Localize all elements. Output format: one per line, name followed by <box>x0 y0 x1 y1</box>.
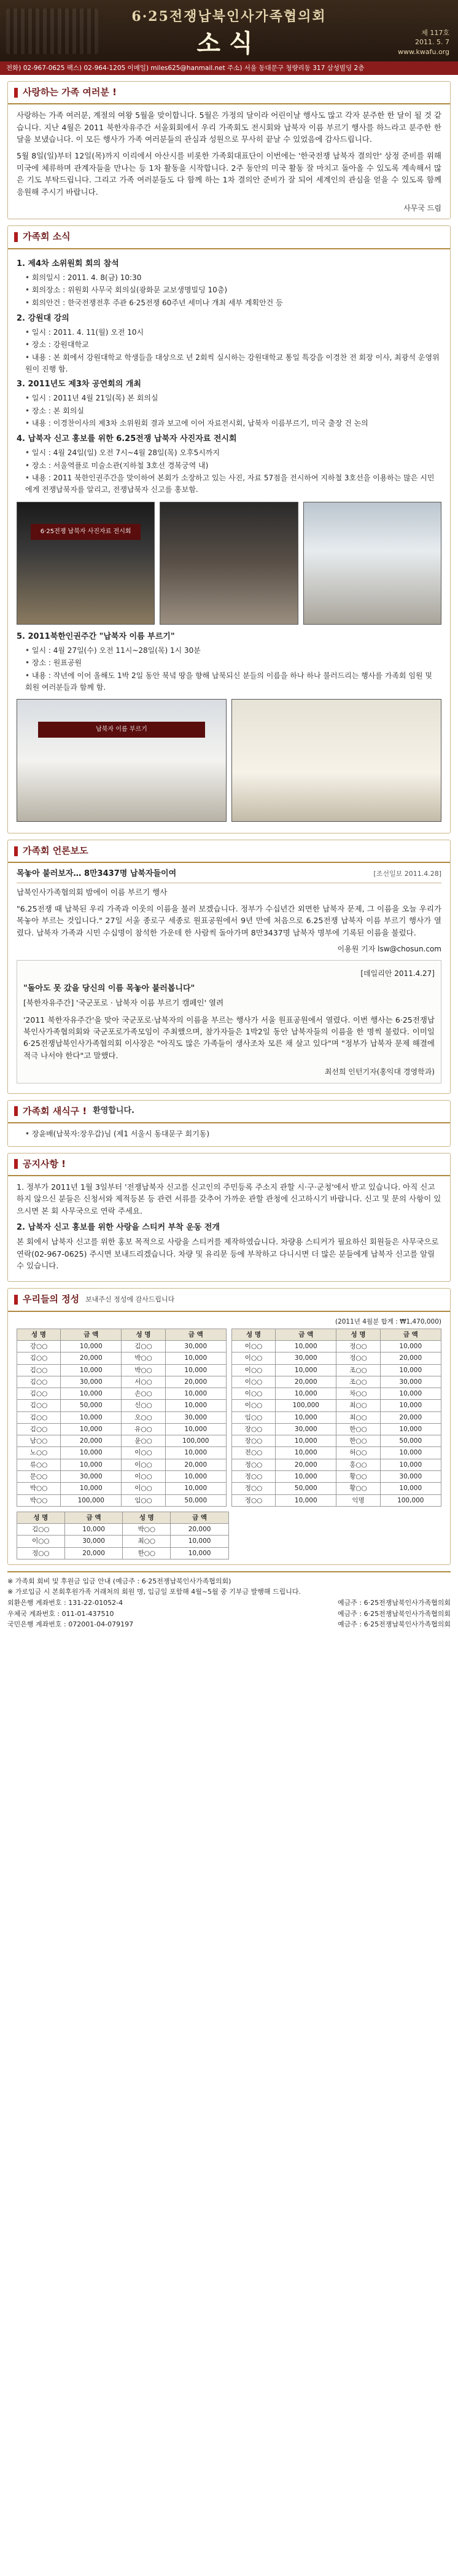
donations-heading: 우리들의 정성 <box>23 1294 80 1305</box>
greeting-paragraph-1: 사랑하는 가족 여러분, 계절의 여왕 5월을 맞이합니다. 5월은 가정의 달이라 어린이날 행사도 많고 각자 분주한 한 달이 될 것 같습니다. 지난 4월은 2011 북한자유주간 서울회회에서 우리 가족회도 전시회와 납북자 이름 부르기 행사를 하느라고 분주한 한 달을 보냈습니다. 이 모든 행사가 가족 여러분들의 관심과 성원으로 무사히 끝날 수 있었음에 감사드립니다. <box>17 111 441 144</box>
contact-bar: 전화) 02-967-0625 팩스) 02-964-1205 이메일) miles625@hanmail.net 주소) 서울 동대문구 청량리동 317 삼성빌딩 2층 <box>0 61 458 75</box>
activity-item-4-list <box>17 447 441 495</box>
table-row <box>232 1494 441 1506</box>
donations-header <box>8 1289 450 1311</box>
account-holder: 예금주 : 6·25전쟁납북인사가족협의회 <box>338 1599 451 1607</box>
article-1-source: [조선일보 2011.4.28] <box>373 870 441 878</box>
table-cell: 강○○ <box>17 1341 61 1352</box>
table-row <box>232 1470 441 1482</box>
list-item: • 회의장소 : 위원회 사무국 회의실(광화문 교보생명빌딩 10층) <box>25 284 441 296</box>
table-cell: 20,000 <box>380 1411 441 1423</box>
table-cell: 남○○ <box>17 1435 61 1447</box>
activity-item-2-list <box>17 327 441 375</box>
table-cell: 20,000 <box>165 1459 226 1470</box>
welcome-heading: 가족회 새식구 ! <box>23 1105 87 1117</box>
press-heading: 가족회 언론보도 <box>23 845 88 857</box>
table-row <box>232 1376 441 1388</box>
table-cell: 10,000 <box>171 1536 229 1547</box>
section-marker-icon <box>14 232 18 242</box>
table-cell: 10,000 <box>61 1483 122 1494</box>
donations-table-right <box>231 1329 441 1507</box>
article-2-source: [데일리안 2011.4.27] <box>360 969 435 978</box>
activity-section <box>7 225 451 833</box>
table-cell: 이○○ <box>122 1459 165 1470</box>
table-cell: 이○○ <box>122 1447 165 1459</box>
table-cell: 30,000 <box>61 1470 122 1482</box>
exhibition-photo-2 <box>160 502 298 625</box>
table-cell: 서○○ <box>122 1376 165 1388</box>
table-cell: 30,000 <box>165 1411 226 1423</box>
table-row <box>17 1435 227 1447</box>
activity-item-2-title: 2. 강원대 강의 <box>17 313 69 323</box>
table-cell: 김○○ <box>17 1388 61 1400</box>
press-header <box>8 840 450 863</box>
table-cell: 10,000 <box>380 1483 441 1494</box>
table-cell: 장○○ <box>232 1435 276 1447</box>
column-header: 성 명 <box>17 1329 61 1340</box>
article-2-byline: 최선희 인턴기자(홍익대 경영학과) <box>324 1067 435 1077</box>
table-cell: 한○○ <box>336 1435 380 1447</box>
exhibition-photo-3 <box>303 502 441 625</box>
table-cell: 홍○○ <box>336 1459 380 1470</box>
table-cell: 10,000 <box>276 1470 336 1482</box>
list-item: • 장윤배(납북자:장우갑)님 (제1 서울시 동대문구 회기동) <box>25 1128 441 1140</box>
table-cell: 20,000 <box>276 1376 336 1388</box>
article-1-lead: 납북인사가족협의회 밤에이 이름 부르기 행사 <box>17 887 168 897</box>
receipt-note: ※ 가로입금 시 본회후원가족 거래처의 회원 명, 입금일 포함해 4월~5월 중 기부금 발행해 드립니다. <box>7 1588 301 1596</box>
table-cell: 10,000 <box>165 1470 226 1482</box>
exhibition-photos <box>17 502 441 625</box>
list-item: • 회의안건 : 한국전쟁전후 주관 6·25전쟁 60주년 세미나 개최 세부 계획안건 등 <box>25 297 441 309</box>
list-item: • 회의일시 : 2011. 4. 8(금) 10:30 <box>25 272 441 284</box>
list-item: • 일시 : 4월 24일(일) 오전 7시~4월 28일(목) 오후5시까지 <box>25 447 441 459</box>
section-marker-icon <box>14 1106 18 1116</box>
table-row <box>17 1524 229 1536</box>
donations-section <box>7 1288 451 1565</box>
activity-item-5-title: 5. 2011북한인권주간 "납북자 이름 부르기" <box>17 631 175 641</box>
bank-title: ※ 가족회 회비 및 후원금 입금 안내 (예금주 : 6·25전쟁납북인사가족협의회) <box>7 1577 231 1585</box>
table-cell: 익명 <box>336 1494 380 1506</box>
welcome-header <box>8 1101 450 1123</box>
notice-item-2-body: 본 회에서 납북자 신고를 위한 홍보 목적으로 사랑을 스티커를 제작하였습니다. 차량용 스티커가 필요하신 회원들은 사무국으로 연락(02-967-0625) 주시면 보내드리겠습니다. 차량 및 유리문 등에 부착하고 다니시면 더 많은 분들에게 납북자 신고를 알릴 수 있습니다. <box>17 1237 439 1270</box>
article-1-header <box>17 868 441 883</box>
article-2-lead: [북한자유주간] '국군포로 · 납북자 이름 부르기 캠페인' 열려 <box>23 998 224 1008</box>
activity-item-3-title: 3. 2011년도 제3차 공연회의 개최 <box>17 380 141 389</box>
name-calling-photos <box>17 699 441 822</box>
table-cell: 전○○ <box>232 1447 276 1459</box>
table-cell: 10,000 <box>380 1447 441 1459</box>
table-cell: 10,000 <box>380 1341 441 1352</box>
table-cell: 정○○ <box>232 1459 276 1470</box>
table-row <box>232 1388 441 1400</box>
table-header-row <box>17 1329 227 1340</box>
table-cell: 20,000 <box>380 1352 441 1364</box>
table-cell: 10,000 <box>61 1341 122 1352</box>
donations-total: (2011년 4월분 합계 : ₩1,470,000) <box>335 1317 441 1325</box>
section-marker-icon <box>14 88 18 98</box>
table-cell: 오○○ <box>122 1411 165 1423</box>
activity-item-1-title: 1. 제4차 소위원회 회의 참석 <box>17 259 119 268</box>
table-cell: 허○○ <box>336 1447 380 1459</box>
table-cell: 30,000 <box>276 1352 336 1364</box>
greeting-heading: 사랑하는 가족 여러분 ! <box>23 87 117 98</box>
table-cell: 20,000 <box>61 1435 122 1447</box>
org-name: 6·25전쟁납북인사가족협의회 <box>131 9 327 25</box>
welcome-subheading: 환영합니다. <box>93 1106 134 1116</box>
issue-number: 제 117호 <box>421 29 449 37</box>
list-item: • 장소 : 원표공원 <box>25 657 441 669</box>
table-row <box>17 1459 227 1470</box>
greeting-header <box>8 82 450 104</box>
issue-meta <box>398 28 449 57</box>
photo-banner: 6·25전쟁 납북자 사진자료 전시회 <box>31 524 141 540</box>
table-cell: 10,000 <box>165 1423 226 1435</box>
table-cell: 박○○ <box>122 1364 165 1376</box>
account-row <box>7 1609 451 1620</box>
table-cell: 김○○ <box>17 1524 65 1536</box>
table-cell: 10,000 <box>61 1423 122 1435</box>
table-cell: 30,000 <box>380 1470 441 1482</box>
table-row <box>232 1483 441 1494</box>
table-row <box>17 1483 227 1494</box>
table-cell: 노○○ <box>17 1447 61 1459</box>
column-header: 성 명 <box>122 1329 165 1340</box>
table-cell: 최○○ <box>336 1411 380 1423</box>
article-1-title: 목놓아 불러보자… 8만3437명 납북자들이여 <box>17 869 177 879</box>
table-cell: 30,000 <box>64 1536 123 1547</box>
table-cell: 30,000 <box>276 1423 336 1435</box>
activity-heading: 가족회 소식 <box>23 231 71 243</box>
table-cell: 10,000 <box>165 1364 226 1376</box>
column-header: 금 액 <box>276 1329 336 1340</box>
table-cell: 정○○ <box>336 1341 380 1352</box>
table-cell: 문○○ <box>17 1470 61 1482</box>
name-calling-photo-1 <box>17 699 227 822</box>
table-header-row <box>232 1329 441 1340</box>
donations-table-extra <box>17 1512 229 1559</box>
list-item: • 내용 : 이경찬이사의 제3차 소위원회 결과 보고에 이어 자료전시회, 납북자 이름부르기, 미국 출장 건 논의 <box>25 418 441 429</box>
column-header: 성 명 <box>336 1329 380 1340</box>
column-header: 금 액 <box>61 1329 122 1340</box>
newsletter-title: 소식 <box>196 29 262 58</box>
table-row <box>17 1341 227 1352</box>
table-cell: 30,000 <box>380 1376 441 1388</box>
activity-item-3-list <box>17 392 441 429</box>
section-marker-icon <box>14 1159 18 1169</box>
table-row <box>232 1411 441 1423</box>
donations-tables <box>17 1329 441 1507</box>
table-row <box>232 1352 441 1364</box>
section-marker-icon <box>14 1295 18 1305</box>
table-cell: 10,000 <box>276 1388 336 1400</box>
table-cell: 장○○ <box>232 1423 276 1435</box>
table-cell: 100,000 <box>276 1400 336 1411</box>
table-cell: 박○○ <box>123 1524 171 1536</box>
table-cell: 50,000 <box>380 1435 441 1447</box>
table-cell: 10,000 <box>165 1388 226 1400</box>
table-cell: 이○○ <box>17 1536 65 1547</box>
table-row <box>17 1494 227 1506</box>
notice-heading: 공지사항 ! <box>23 1158 66 1169</box>
table-cell: 10,000 <box>61 1364 122 1376</box>
list-item: • 일시 : 2011년 4월 21일(목) 본 회의실 <box>25 392 441 404</box>
table-row <box>232 1447 441 1459</box>
table-cell: 10,000 <box>61 1411 122 1423</box>
list-item: • 장소 : 강원대학교 <box>25 339 441 351</box>
table-cell: 20,000 <box>165 1376 226 1388</box>
table-cell: 10,000 <box>380 1400 441 1411</box>
table-cell: 10,000 <box>276 1364 336 1376</box>
table-cell: 임○○ <box>232 1411 276 1423</box>
table-cell: 10,000 <box>380 1423 441 1435</box>
account-number: 우체국 계좌번호 : 011-01-437510 <box>7 1609 114 1618</box>
table-cell: 30,000 <box>165 1341 226 1352</box>
column-header: 성 명 <box>232 1329 276 1340</box>
donations-subheading: 보내주신 정성에 감사드립니다 <box>85 1295 175 1304</box>
article-1-byline: 이용원 기자 lsw@chosun.com <box>337 945 441 953</box>
list-item: • 일시 : 4월 27일(수) 오전 11시~28일(목) 1시 30분 <box>25 645 441 657</box>
account-number: 외환은행 계좌번호 : 131-22-01052-4 <box>7 1599 123 1607</box>
table-cell: 김○○ <box>122 1341 165 1352</box>
table-cell: 10,000 <box>171 1547 229 1559</box>
table-row <box>17 1447 227 1459</box>
donations-table-left <box>17 1329 227 1507</box>
column-header: 금 액 <box>64 1512 123 1523</box>
greeting-paragraph-2: 5월 8일(일)부터 12일(목)까지 이리에서 아산시를 비롯한 가족회대표단이 이번에는 '한국전쟁 납북자 결의안' 상정 준비를 위해 미국에 체류하며 관계자들을 만나는 등 1차 활동을 시작합니다. 2주 동안의 미국 활동 잘 마치고 돌아올 수 있도록 계속해서 많은 기도 부탁드립니다. 그리고 가족 여러분들도 다 함께 하는 1차 결의안 준비가 잘 되어 세계인의 관심을 얻을 수 있도록 함께 응원해 주시기 바랍니다. <box>17 151 441 197</box>
table-cell: 10,000 <box>276 1435 336 1447</box>
table-cell: 10,000 <box>380 1459 441 1470</box>
table-cell: 최○○ <box>336 1400 380 1411</box>
table-row <box>17 1388 227 1400</box>
press-section <box>7 840 451 1094</box>
table-cell: 10,000 <box>61 1447 122 1459</box>
exhibition-photo-1 <box>17 502 155 625</box>
table-row <box>17 1376 227 1388</box>
table-row <box>232 1400 441 1411</box>
table-cell: 10,000 <box>61 1459 122 1470</box>
notice-header <box>8 1153 450 1176</box>
table-row <box>232 1459 441 1470</box>
notice-section <box>7 1153 451 1282</box>
website-link[interactable]: www.kwafu.org <box>398 47 449 56</box>
table-cell: 20,000 <box>171 1524 229 1536</box>
notice-item-1: 1. 정부가 2011년 1월 3일부터 '전쟁납북자 신고를 신고인의 주민등록 주소지 관할 시·구·군청'에서 받고 있습니다. 아직 신고하지 않으신 분들은 신청서와 제적등본 등 관련 서류를 갖추어 가까운 관할 관청에 신고하시기 바랍니다. 신고 및 문의 사항이 있으시면 본 회 사무국으로 연락 주세요. <box>17 1182 441 1216</box>
table-row <box>17 1547 229 1559</box>
article-1-body: "6.25전쟁 때 납북된 우리 가족과 이웃의 이름을 불러 보겠습니다. 정부가 수십년간 외면한 납북자 문제, 그 이름을 오늘 우리가 목놓아 부르는 것입니다." 27일 서울 종로구 세종로 원표공원에서 9년 만에 처음으로 6.25전쟁 납북자 이름 부르기 행사가 열렸다. 납북자 가족과 시민 수십명이 참석한 가운데 한 사람씩 돌아가며 8만3437명 납북자 명부에 기록된 이름을 불렀다. <box>17 904 441 937</box>
greeting-section <box>7 81 451 219</box>
table-cell: 황○○ <box>336 1483 380 1494</box>
table-cell: 10,000 <box>64 1524 123 1536</box>
table-cell: 20,000 <box>64 1547 123 1559</box>
list-item: • 내용 : 본 회에서 강원대학교 학생들을 대상으로 년 2회씩 실시하는 강원대학교 통일 특강을 이경찬 전 회장 이사, 최광석 운영위원이 진행 함. <box>25 352 441 375</box>
table-row <box>232 1341 441 1352</box>
table-cell: 김○○ <box>17 1400 61 1411</box>
article-2-body: '2011 북한자유주간'을 맞아 국군포로·납북자의 이름을 부르는 행사가 서울 원표공원에서 열렸다. 이번 행사는 6·25전쟁납북인사가족협의회와 국군포로가족모임이 주최했으며, 참가자들은 1박2일 동안 납북자들의 이름을 한 명씩 불렀다. 이미일 6·25전쟁납북인사가족협의회 이사장은 "아직도 많은 가족들이 생사조차 모른 채 살고 있다"며 "정부가 납북자 문제 해결에 적극 나서야 한다"고 말했다. <box>23 1015 435 1060</box>
name-calling-photo-2 <box>231 699 441 822</box>
list-item: • 장소 : 서울역플로 미술소관(지하철 3호선 경복궁역 내) <box>25 460 441 472</box>
table-cell: 윤○○ <box>122 1435 165 1447</box>
table-cell: 최○○ <box>123 1536 171 1547</box>
table-row <box>17 1400 227 1411</box>
activity-item-1-list <box>17 272 441 309</box>
table-cell: 박○○ <box>17 1483 61 1494</box>
table-row <box>17 1352 227 1364</box>
table-cell: 조○○ <box>336 1364 380 1376</box>
table-cell: 신○○ <box>122 1400 165 1411</box>
column-header: 금 액 <box>380 1329 441 1340</box>
table-cell: 한○○ <box>123 1547 171 1559</box>
table-row <box>17 1411 227 1423</box>
article-2-title: "돌아도 못 갔을 당신의 이름 목놓아 불러봅니다" <box>23 984 195 994</box>
table-row <box>17 1364 227 1376</box>
welcome-section <box>7 1100 451 1147</box>
table-cell: 김○○ <box>17 1423 61 1435</box>
table-cell: 이○○ <box>122 1483 165 1494</box>
welcome-list <box>17 1128 441 1140</box>
table-cell: 10,000 <box>165 1400 226 1411</box>
table-cell: 황○○ <box>336 1470 380 1482</box>
account-holder: 예금주 : 6·25전쟁납북인사가족협의회 <box>338 1620 451 1629</box>
account-row <box>7 1598 451 1609</box>
table-header-row <box>17 1512 229 1523</box>
table-cell: 조○○ <box>336 1376 380 1388</box>
column-header: 금 액 <box>171 1512 229 1523</box>
table-cell: 김○○ <box>17 1376 61 1388</box>
photo-banner: 납북자 이름 부르기 <box>38 722 205 738</box>
table-cell: 100,000 <box>165 1435 226 1447</box>
table-cell: 손○○ <box>122 1388 165 1400</box>
table-row <box>17 1470 227 1482</box>
table-row <box>232 1364 441 1376</box>
table-cell: 김○○ <box>17 1364 61 1376</box>
table-cell: 이○○ <box>232 1388 276 1400</box>
table-cell: 정○○ <box>17 1547 65 1559</box>
table-cell: 이○○ <box>232 1341 276 1352</box>
table-cell: 100,000 <box>380 1494 441 1506</box>
column-header: 성 명 <box>123 1512 171 1523</box>
masthead <box>0 0 458 61</box>
footer <box>7 1571 451 1630</box>
issue-date: 2011. 5. 7 <box>415 38 449 47</box>
table-cell: 정○○ <box>232 1470 276 1482</box>
activity-item-4-title: 4. 납북자 신고 홍보를 위한 6.25전쟁 납북자 사진자료 전시회 <box>17 434 237 444</box>
table-cell: 20,000 <box>61 1352 122 1364</box>
account-row <box>7 1619 451 1630</box>
table-cell: 30,000 <box>61 1376 122 1388</box>
list-item: • 일시 : 2011. 4. 11(월) 오전 10시 <box>25 327 441 338</box>
table-cell: 정○○ <box>232 1483 276 1494</box>
table-cell: 이○○ <box>232 1364 276 1376</box>
list-item: • 장소 : 본 회의실 <box>25 405 441 417</box>
table-cell: 정○○ <box>232 1494 276 1506</box>
table-cell: 100,000 <box>61 1494 122 1506</box>
table-row <box>17 1423 227 1435</box>
table-cell: 10,000 <box>380 1364 441 1376</box>
table-cell: 10,000 <box>165 1483 226 1494</box>
table-cell: 10,000 <box>276 1447 336 1459</box>
table-cell: 10,000 <box>276 1341 336 1352</box>
table-cell: 류○○ <box>17 1459 61 1470</box>
table-cell: 정○○ <box>336 1352 380 1364</box>
table-cell: 이○○ <box>232 1376 276 1388</box>
table-row <box>232 1435 441 1447</box>
column-header: 금 액 <box>165 1329 226 1340</box>
table-cell: 50,000 <box>276 1483 336 1494</box>
activity-item-5-list <box>17 645 441 693</box>
table-cell: 이○○ <box>232 1352 276 1364</box>
table-cell: 20,000 <box>276 1459 336 1470</box>
table-cell: 박○○ <box>17 1494 61 1506</box>
table-cell: 10,000 <box>165 1447 226 1459</box>
column-header: 성 명 <box>17 1512 65 1523</box>
account-holder: 예금주 : 6·25전쟁납북인사가족협의회 <box>338 1609 451 1618</box>
table-cell: 유○○ <box>122 1423 165 1435</box>
table-cell: 10,000 <box>165 1352 226 1364</box>
table-cell: 10,000 <box>276 1411 336 1423</box>
table-cell: 김○○ <box>17 1411 61 1423</box>
account-number: 국민은행 계좌번호 : 072001-04-079197 <box>7 1620 134 1629</box>
table-row <box>17 1536 229 1547</box>
greeting-signature: 사무국 드림 <box>403 203 441 213</box>
table-cell: 김○○ <box>17 1352 61 1364</box>
table-cell: 차○○ <box>336 1388 380 1400</box>
table-cell: 50,000 <box>165 1494 226 1506</box>
table-row <box>232 1423 441 1435</box>
list-item: • 내용 : 작년에 이어 올해도 1박 2일 동안 북녘 땅을 향해 납북되신 분들의 이름을 하나 하나 불러드리는 행사를 가족회 임원 및 회원 여러분들과 함께 함. <box>25 670 441 693</box>
table-cell: 한○○ <box>336 1423 380 1435</box>
table-cell: 이○○ <box>232 1400 276 1411</box>
table-cell: 박○○ <box>122 1352 165 1364</box>
table-cell: 10,000 <box>61 1388 122 1400</box>
table-cell: 10,000 <box>276 1494 336 1506</box>
section-marker-icon <box>14 846 18 856</box>
activity-header <box>8 226 450 249</box>
table-cell: 10,000 <box>380 1388 441 1400</box>
notice-item-2-title: 2. 납북자 신고 홍보를 위한 사랑을 스티커 부착 운동 전개 <box>17 1223 220 1233</box>
table-cell: 임○○ <box>122 1494 165 1506</box>
list-item: • 내용 : 2011 북한인권주간을 맞이하여 본회가 소장하고 있는 사진, 자료 57점을 전시하여 지하철 3호선을 이용하는 많은 시민에게 전쟁납북자를 알리고, 전쟁납북자 신고를 홍보함. <box>25 472 441 495</box>
table-cell: 이○○ <box>122 1470 165 1482</box>
table-cell: 50,000 <box>61 1400 122 1411</box>
article-2 <box>17 960 441 1083</box>
